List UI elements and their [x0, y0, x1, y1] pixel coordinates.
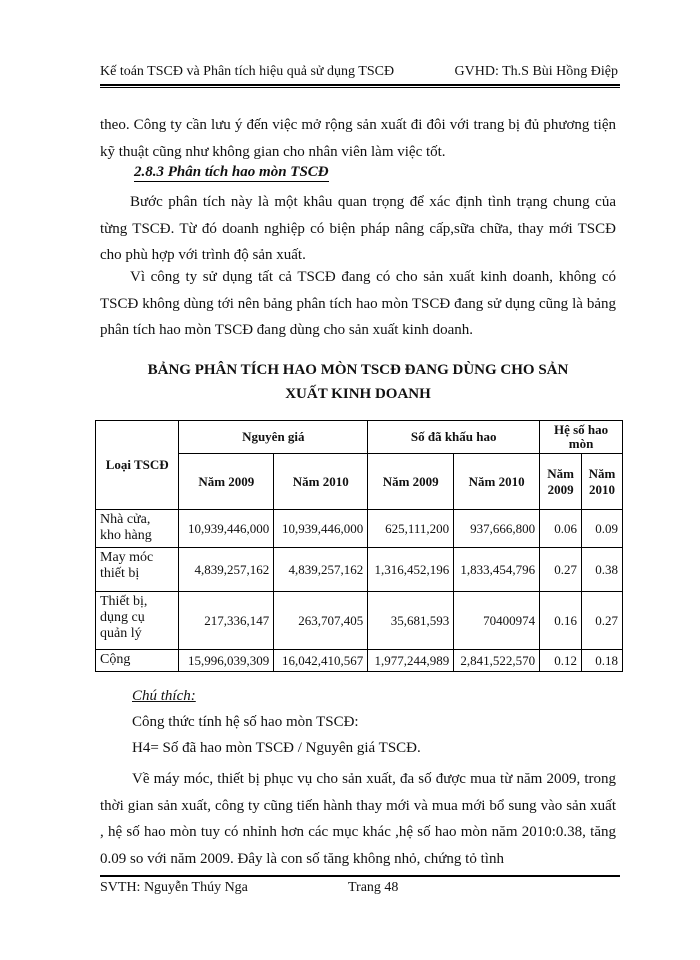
header-cost: Nguyên giá — [179, 421, 368, 454]
formula: H4= Số đã hao mòn TSCĐ / Nguyên giá TSCĐ. — [132, 740, 421, 756]
header-asset-type: Loại TSCĐ — [96, 421, 179, 510]
cell-cost-2009: 4,839,257,162 — [179, 548, 274, 592]
header-advisor: GVHD: Th.S Bùi Hồng Điệp — [454, 64, 618, 79]
row-name: Nhà cửa, kho hàng — [96, 510, 179, 548]
row-name: Cộng — [96, 650, 179, 672]
cell-cost-2010: 4,839,257,162 — [274, 548, 368, 592]
section-heading: 2.8.3 Phân tích hao mòn TSCĐ — [134, 164, 329, 180]
cell-depr-2010: 70400974 — [454, 592, 540, 650]
header-rule — [100, 84, 620, 86]
paragraph-usage: Vì công ty sử dụng tất cả TSCĐ đang có cho sản xuất kinh doanh, không có TSCĐ không dùng tới nên bảng phân tích hao mòn TSCĐ đang sử dụng cũng là bảng phân tích hao mòn TSCĐ đang dùng cho sản xuất kinh doanh. — [100, 269, 616, 338]
note-label: Chú thích: — [132, 688, 196, 704]
table-row — [96, 592, 623, 650]
cell-cost-2010: 263,707,405 — [274, 592, 368, 650]
paragraph-analysis: Bước phân tích này là một khâu quan trọng để xác định tình trạng chung của từng TSCĐ. Từ đó doanh nghiệp có biện pháp nâng cấp,sữa chữa, thay mới TSCĐ cho phù hợp với trình độ sản xuất. — [100, 194, 616, 263]
cell-ratio-2009: 0.06 — [540, 510, 582, 548]
cell-ratio-2009: 0.12 — [540, 650, 582, 672]
table-row — [96, 510, 623, 548]
table-title-line2: XUẤT KINH DOANH — [285, 386, 431, 402]
formula-intro: Công thức tính hệ số hao mòn TSCĐ: — [132, 714, 359, 730]
paragraph-intro: theo. Công ty cần lưu ý đến việc mở rộng sản xuất đi đôi với trang bị đủ phương tiện kỹ thuật cũng như không gian cho nhân viên làm việc tốt. — [100, 117, 616, 160]
footer-rule — [100, 875, 620, 877]
cell-depr-2009: 1,316,452,196 — [368, 548, 454, 592]
header-depr-2009: Năm 2009 — [368, 454, 454, 510]
header-ratio-2009: Năm 2009 — [540, 454, 582, 510]
header-cost-2010: Năm 2010 — [274, 454, 368, 510]
header-depr-2010: Năm 2010 — [454, 454, 540, 510]
cell-ratio-2009: 0.27 — [540, 548, 582, 592]
cell-depr-2009: 625,111,200 — [368, 510, 454, 548]
row-name: Thiết bị, dụng cụ quản lý — [96, 592, 179, 650]
cell-depr-2010: 2,841,522,570 — [454, 650, 540, 672]
depreciation-table — [95, 420, 623, 672]
cell-ratio-2009: 0.16 — [540, 592, 582, 650]
paragraph-machinery: Về máy móc, thiết bị phục vụ cho sản xuất, đa số được mua từ năm 2009, trong thời gian sản xuất, công ty cũng tiến hành thay mới và mua mới bổ sung vào sản xuất , hệ số hao mòn tuy có nhỉnh hơn các mục khác ,hệ số hao mòn năm 2010:0.38, tăng 0.09 so với năm 2009. Đây là con số tăng không nhỏ, chứng tỏ tình — [100, 771, 616, 867]
cell-cost-2010: 10,939,446,000 — [274, 510, 368, 548]
table-title — [100, 358, 616, 406]
cell-depr-2010: 937,666,800 — [454, 510, 540, 548]
page-number: Trang 48 — [348, 880, 399, 895]
header-ratio-2010: Năm 2010 — [582, 454, 623, 510]
footer-student: SVTH: Nguyễn Thúy Nga — [100, 880, 248, 895]
row-name: May móc thiết bị — [96, 548, 179, 592]
header-rule-thin — [100, 87, 620, 88]
cell-ratio-2010: 0.27 — [582, 592, 623, 650]
cell-cost-2009: 15,996,039,309 — [179, 650, 274, 672]
cell-cost-2009: 217,336,147 — [179, 592, 274, 650]
page-header — [100, 64, 618, 83]
header-cost-2009: Năm 2009 — [179, 454, 274, 510]
table-row-total — [96, 650, 623, 672]
cell-depr-2009: 35,681,593 — [368, 592, 454, 650]
header-depreciation: Số đã khấu hao — [368, 421, 540, 454]
table-row — [96, 548, 623, 592]
header-ratio: Hệ số hao mòn — [540, 421, 623, 454]
cell-ratio-2010: 0.38 — [582, 548, 623, 592]
header-title: Kế toán TSCĐ và Phân tích hiệu quả sử dụng TSCĐ — [100, 64, 395, 79]
cell-ratio-2010: 0.09 — [582, 510, 623, 548]
cell-depr-2009: 1,977,244,989 — [368, 650, 454, 672]
cell-depr-2010: 1,833,454,796 — [454, 548, 540, 592]
cell-ratio-2010: 0.18 — [582, 650, 623, 672]
cell-cost-2010: 16,042,410,567 — [274, 650, 368, 672]
table-title-line1: BẢNG PHÂN TÍCH HAO MÒN TSCĐ ĐANG DÙNG CHO SẢN — [147, 362, 569, 378]
cell-cost-2009: 10,939,446,000 — [179, 510, 274, 548]
